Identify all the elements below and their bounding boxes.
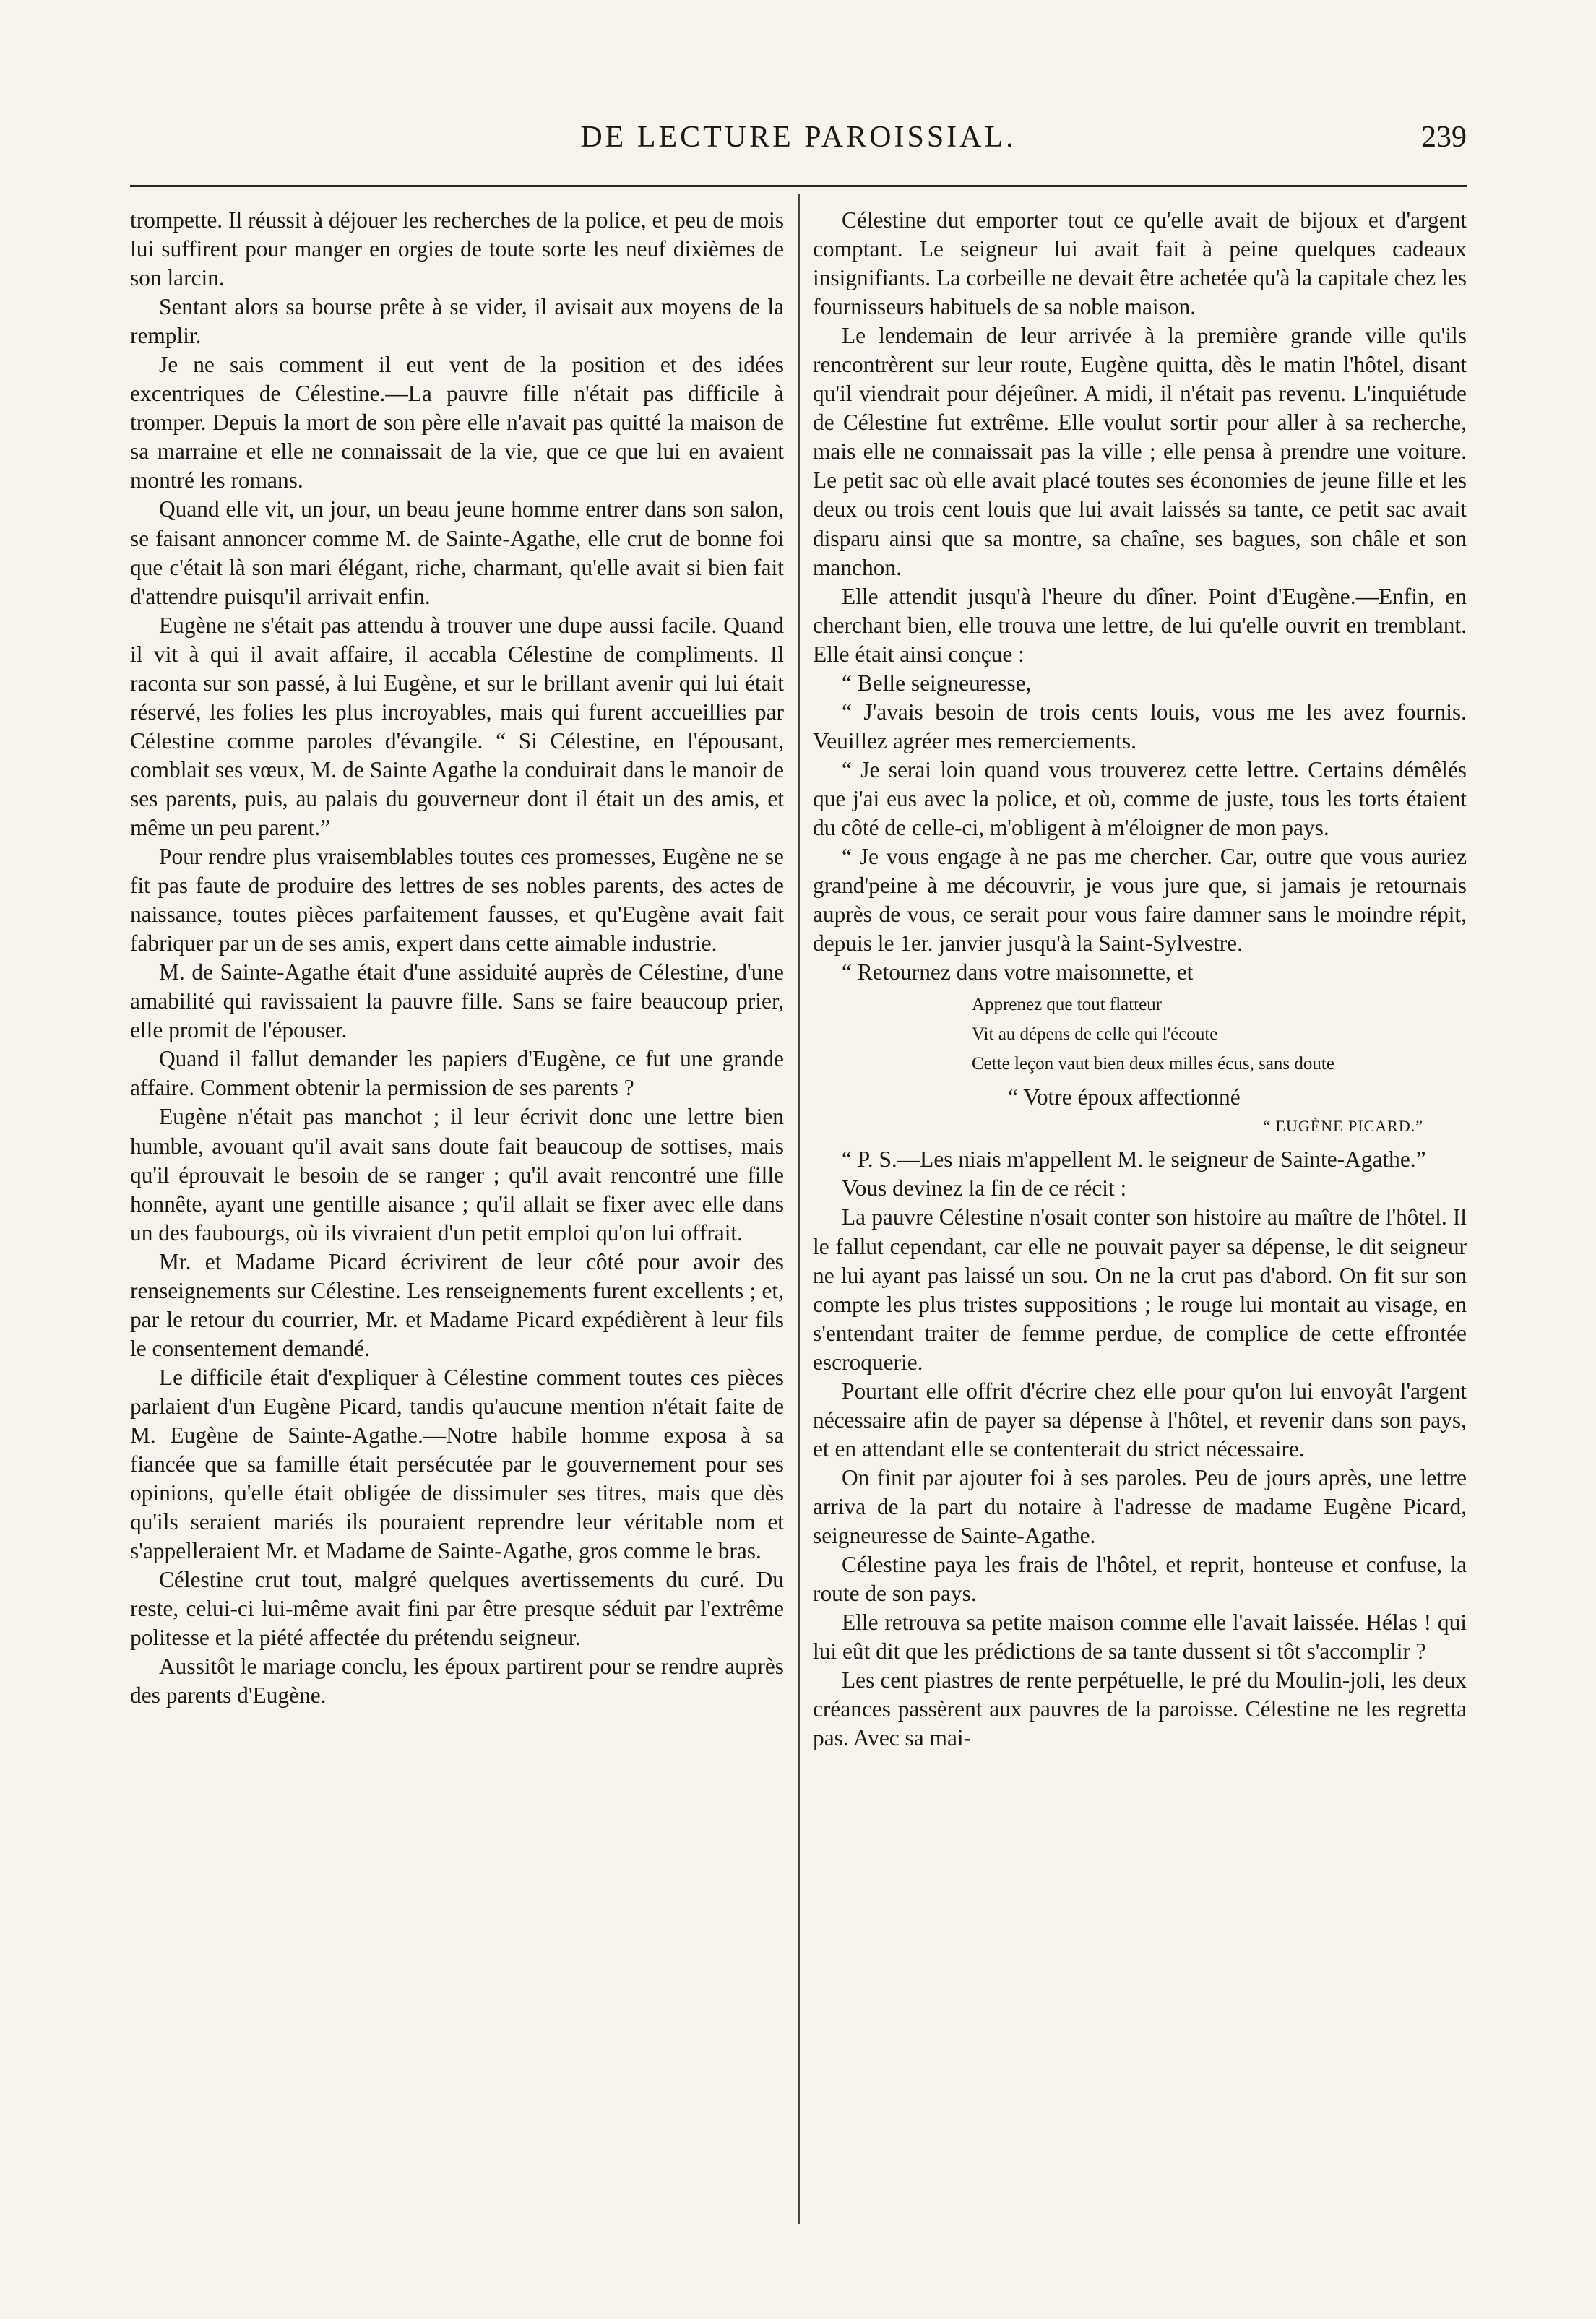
paragraph: Quand elle vit, un jour, un beau jeune homme entrer dans son salon, se faisant annoncer comme M. de Sainte-Agathe, elle crut de bonne foi que c'était là son mari élégant, riche, charmant, qu'elle avait si bien fait d'attendre puisqu'il arrivait enfin. <box>130 496 784 609</box>
page-number: 239 <box>1421 121 1467 154</box>
paragraph: Les cent piastres de rente perpétuelle, le pré du Moulin-joli, les deux créances passèrent aux pauvres de la paroisse. Célestine ne les regretta pas. Avec sa mai- <box>813 1667 1467 1751</box>
paragraph: Célestine paya les frais de l'hôtel, et reprit, honteuse et confuse, la route de son pays. <box>813 1552 1467 1607</box>
paragraph: Sentant alors sa bourse prête à se vider, il avisait aux moyens de la remplir. <box>130 294 784 349</box>
paragraph: Le difficile était d'expliquer à Célestine comment toutes ces pièces parlaient d'un Eugène Picard, tandis qu'aucune mention n'était faite de M. Eugène de Sainte-Agathe.—Notre habile homme exposa à sa fiancée que sa famille était persécutée par le gouvernement pour ses opinions, qu'elle était obligée de dissimuler ses titres, mais que dès qu'ils seraient mariés ils pouraient reprendre leur véritable nom et s'appelleraient Mr. et Madame de Sainte-Agathe, gros comme le bras. <box>130 1364 784 1564</box>
paragraph: Le lendemain de leur arrivée à la première grande ville qu'ils rencontrèrent sur leur route, Eugène quitta, dès le matin l'hôtel, disant qu'il viendrait pour déjeûner. A midi, il n'était pas revenu. L'inquiétude de Célestine fut extrême. Elle voulut sortir pour aller à sa recherche, mais elle ne connaissait pas la ville ; elle pensa à prendre une voiture. Le petit sac où elle avait placé toutes ses économies de jeune fille et les deux ou trois cent louis que lui avait laissés sa tante, ce petit sac avait disparu ainsi que sa montre, sa chaîne, ses bagues, son châle et son manchon. <box>813 323 1467 580</box>
paragraph: trompette. Il réussit à déjouer les recherches de la police, et peu de mois lui suffirent pour manger en orgies de toute sorte les neuf dixièmes de son larcin. <box>130 207 784 291</box>
paragraph: M. de Sainte-Agathe était d'une assiduité auprès de Célestine, d'une amabilité qui ravissaient la pauvre fille. Sans se faire beaucoup prier, elle promit de l'épouser. <box>130 959 784 1043</box>
letter-paragraph: “ J'avais besoin de trois cents louis, vous me les avez fournis. Veuillez agréer mes remerciements. <box>813 699 1467 753</box>
paragraph: Célestine dut emporter tout ce qu'elle avait de bijoux et d'argent comptant. Le seigneur lui avait fait à peine quelques cadeaux insignifiants. La corbeille ne devait être achetée qu'à la capitale chez les fournisseurs habituels de sa noble maison. <box>813 207 1467 320</box>
paragraph: Quand il fallut demander les papiers d'Eugène, ce fut une grande affaire. Comment obtenir la permission de ses parents ? <box>130 1046 784 1101</box>
paragraph: Eugène n'était pas manchot ; il leur écrivit donc une lettre bien humble, avouant qu'il avait sans doute fait beaucoup de sottises, mais qu'il éprouvait le besoin de se ranger ; qu'il avait rencontré une fille honnête, ayant une gentille aisance ; qu'il allait se fixer avec elle dans un des faubourgs, où ils vivraient d'un petit emploi qu'on lui offrait. <box>130 1104 784 1245</box>
verse-quote <box>813 990 1467 1079</box>
column-divider <box>798 194 800 2224</box>
letter-paragraph: “ Je vous engage à ne pas me chercher. Car, outre que vous auriez grand'peine à me découvrir, je vous jure que, si jamais je retournais auprès de vous, ce serait pour vous faire damner sans le moindre répit, depuis le 1er. janvier jusqu'à la Saint-Sylvestre. <box>813 844 1467 956</box>
verse-line: Apprenez que tout flatteur <box>972 995 1163 1015</box>
paragraph: La pauvre Célestine n'osait conter son histoire au maître de l'hôtel. Il le fallut cependant, car elle ne pouvait payer sa dépense, le dit seigneur ne lui ayant pas laissé un sou. On ne la crut pas d'abord. On fit sur son compte les plus tristes suppositions ; le rouge lui montait au visage, en s'entendant traiter de femme perdue, de complice de cette effrontée escroquerie. <box>813 1204 1467 1375</box>
letter-salutation: “ Belle seigneuresse, <box>842 670 1032 696</box>
page-header <box>130 120 1467 163</box>
paragraph: Je ne sais comment il eut vent de la position et des idées excentriques de Célestine.—La pauvre fille n'était pas difficile à tromper. Depuis la mort de son père elle n'avait pas quitté la maison de sa marraine et elle ne connaissait de la vie, que ce que lui en avaient montré les romans. <box>130 352 784 493</box>
paragraph: Vous devinez la fin de ce récit : <box>842 1175 1127 1201</box>
paragraph: Mr. et Madame Picard écrivirent de leur côté pour avoir des renseignements sur Célestine. Les renseignements furent excellents ; et, par le retour du courrier, Mr. et Madame Picard expédièrent à leur fils le consentement demandé. <box>130 1248 784 1361</box>
paragraph: On finit par ajouter foi à ses paroles. Peu de jours après, une lettre arriva de la part du notaire à l'adresse de madame Eugène Picard, seigneuresse de Sainte-Agathe. <box>813 1464 1467 1548</box>
paragraph: Pour rendre plus vraisemblables toutes ces promesses, Eugène ne se fit pas faute de produire des lettres de ses nobles parents, des actes de naissance, toutes pièces parfaitement fausses, et qu'Eugène avait fait fabriquer par un de ses amis, expert dans cette aimable industrie. <box>130 844 784 956</box>
right-column <box>813 206 1467 1753</box>
header-rule <box>130 185 1467 187</box>
running-title: DE LECTURE PAROISSIAL. <box>580 121 1017 154</box>
left-column <box>130 206 784 1710</box>
paragraph: Aussitôt le mariage conclu, les époux partirent pour se rendre auprès des parents d'Eugène. <box>130 1654 784 1709</box>
verse-line: Vit au dépens de celle qui l'écoute <box>972 1024 1218 1045</box>
paragraph: Eugène ne s'était pas attendu à trouver une dupe aussi facile. Quand il vit à qui il avait affaire, il accabla Célestine de compliments. Il raconta sur son passé, à lui Eugène, et sur le brillant avenir qui lui était réservé, les folies les plus incroyables, mais qui furent accueillies par Célestine comme paroles d'évangile. “ Si Célestine, en l'épousant, comblait ses vœux, M. de Sainte Agathe la conduirait dans le manoir de ses parents, puis, au palais du gouverneur dont il était un des amis, et même un peu parent.” <box>130 612 784 840</box>
paragraph: Elle attendit jusqu'à l'heure du dîner. Point d'Eugène.—Enfin, en cherchant bien, elle trouva une lettre, de lui qu'elle ouvrit en tremblant. Elle était ainsi conçue : <box>813 583 1467 667</box>
paragraph: Elle retrouva sa petite maison comme elle l'avait laissée. Hélas ! qui lui eût dit que les prédictions de sa tante dussent si tôt s'accomplir ? <box>813 1610 1467 1664</box>
letter-paragraph: “ Retournez dans votre maisonnette, et <box>842 959 1194 985</box>
verse-line: Cette leçon vaut bien deux milles écus, sans doute <box>972 1054 1334 1074</box>
letter-signoff: “ Votre époux affectionné <box>1008 1084 1241 1110</box>
letter-signature: “ EUGÈNE PICARD.” <box>1263 1117 1423 1136</box>
paragraph: Célestine crut tout, malgré quelques avertissements du curé. Du reste, celui-ci lui-même avait fini par être presque séduit par l'extrême politesse et la piété affectée du prétendu seigneur. <box>130 1567 784 1651</box>
letter-paragraph: “ Je serai loin quand vous trouverez cette lettre. Certains démêlés que j'ai eus avec la police, et où, comme de juste, tous les torts étaient du côté de celle-ci, m'obligent à m'éloigner de mon pays. <box>813 756 1467 840</box>
paragraph: Pourtant elle offrit d'écrire chez elle pour qu'on lui envoyât l'argent nécessaire afin de payer sa dépense à l'hôtel, et revenir dans son pays, et en attendant elle se contenterait du strict nécessaire. <box>813 1378 1467 1461</box>
paragraph: “ P. S.—Les niais m'appellent M. le seigneur de Sainte-Agathe.” <box>842 1146 1426 1173</box>
